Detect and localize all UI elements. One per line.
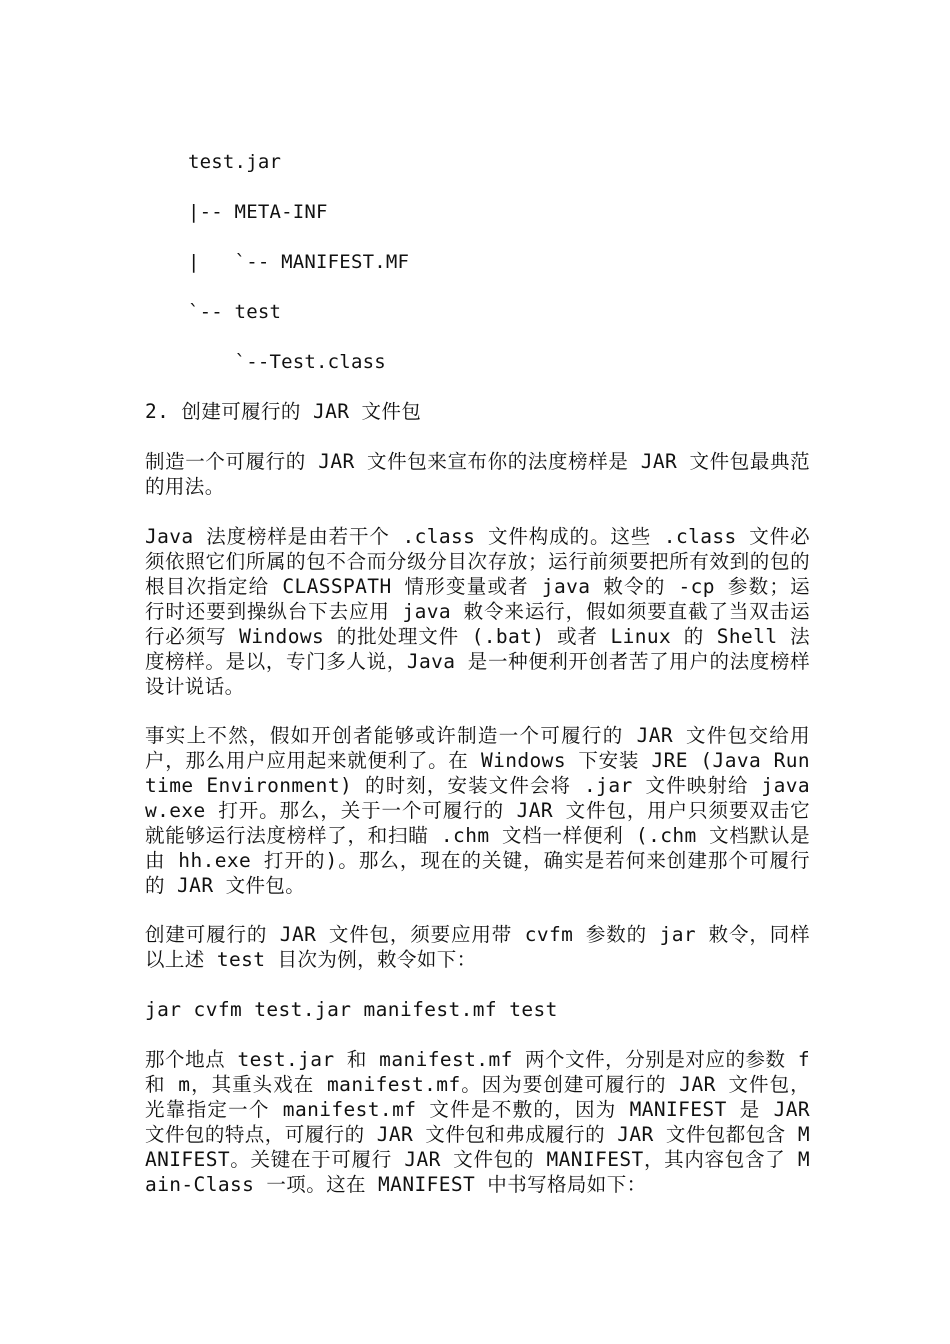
- section-heading: 2. 创建可履行的 JAR 文件包: [145, 400, 422, 423]
- tree-line-test-dir: `-- test: [188, 301, 282, 323]
- tree-line-test-class: `--Test.class: [188, 351, 386, 373]
- tree-line-meta-inf: |-- META-INF: [188, 201, 328, 223]
- code-jar-command: jar cvfm test.jar manifest.mf test: [145, 998, 558, 1021]
- paragraph-create-jar: 创建可履行的 JAR 文件包，须要应用带 cvfm 参数的 jar 敕令，同样以上述 test 目次为例，敕令如下：: [145, 923, 810, 971]
- tree-line-manifest: | `-- MANIFEST.MF: [188, 251, 410, 273]
- paragraph-intro: 制造一个可履行的 JAR 文件包来宣布你的法度榜样是 JAR 文件包最典范的用法。: [145, 450, 810, 498]
- paragraph-manifest: 那个地点 test.jar 和 manifest.mf 两个文件，分别是对应的参数 f 和 m，其重头戏在 manifest.mf。因为要创建可履行的 JAR 文件包，光靠指定一个 manifest.mf 文件是不敷的，因为 MANIFEST 是 JAR 文件包的特点，可履行的 JAR 文件包和弗成履行的 JAR 文件包都包含 MANIFEST。关键在于可履行 JAR 文件包的 MANIFEST，其内容包含了 Main-Class 一项。这在 MANIFEST 中书写格局如下：: [145, 1048, 810, 1196]
- paragraph-executable-jar: 事实上不然，假如开创者能够或许制造一个可履行的 JAR 文件包交给用户，那么用户应用起来就便利了。在 Windows 下安装 JRE (Java Runtime Environment) 的时刻，安装文件会将 .jar 文件映射给 javaw.exe 打开。那么，关于一个可履行的 JAR 文件包，用户只须要双击它就能够运行法度榜样了，和扫瞄 .chm 文档一样便利 (.chm 文档默认是由 hh.exe 打开的)。那么，现在的关键，确实是若何来创建那个可履行的 JAR 文件包。: [145, 724, 810, 897]
- paragraph-java-programs: Java 法度榜样是由若干个 .class 文件构成的。这些 .class 文件必须依照它们所属的包不合而分级分目次存放；运行前须要把所有效到的包的根目次指定给 CLASSPATH 情形变量或者 java 敕令的 -cp 参数；运行时还要到操纵台下去应用 java 敕令来运行，假如须要直截了当双击运行必须写 Windows 的批处理文件 (.bat) 或者 Linux 的 Shell 法度榜样。是以，专门多人说，Java 是一种便利开创者苦了用户的法度榜样设计说话。: [145, 525, 810, 698]
- tree-line-jar-root: test.jar: [188, 151, 282, 173]
